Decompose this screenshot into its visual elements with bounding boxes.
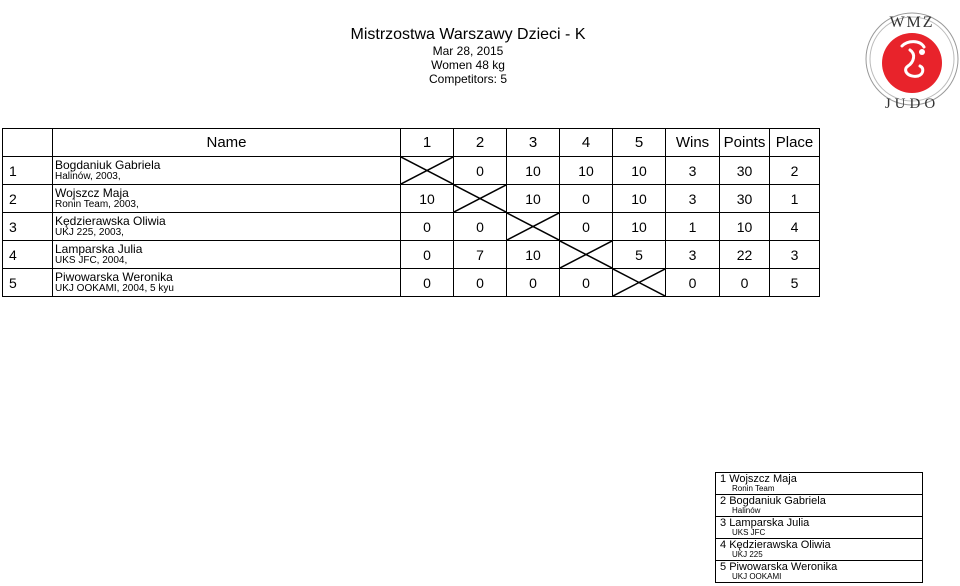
- score-cell: 0: [401, 241, 454, 269]
- place-cell: 1: [770, 185, 820, 213]
- header-opponent-3: 3: [507, 129, 560, 157]
- ranking-name: Wojszcz Maja: [729, 472, 797, 485]
- score-cell: 0: [560, 213, 613, 241]
- points-cell: 22: [720, 241, 770, 269]
- competitor-club: Halinów, 2003,: [55, 170, 121, 182]
- score-cell: 10: [613, 213, 666, 241]
- ranking-name-line: [720, 474, 922, 484]
- competitor-name: Lamparska Julia: [55, 241, 143, 256]
- score-cell: 0: [507, 269, 560, 297]
- competitor-name-cell: [53, 269, 401, 297]
- score-cell: 0: [401, 213, 454, 241]
- competitor-name: Piwowarska Weronika: [55, 269, 173, 284]
- header-opponent-5: 5: [613, 129, 666, 157]
- ranking-entry: [716, 539, 923, 561]
- header-name: Name: [53, 129, 401, 157]
- wmz-judo-logo: [862, 0, 960, 122]
- place-cell: 2: [770, 157, 820, 185]
- ranking-club: Halinów: [732, 505, 761, 515]
- score-cell: 10: [401, 185, 454, 213]
- score-cell: 10: [613, 185, 666, 213]
- header-number: [3, 129, 53, 157]
- ranking-place: 2: [720, 494, 727, 507]
- ranking-row: [716, 517, 923, 539]
- competitor-count: Competitors: 5: [428, 72, 508, 86]
- ranking-name: Bogdaniuk Gabriela: [729, 494, 826, 507]
- self-match-cross: [401, 157, 454, 185]
- score-cell: 0: [401, 269, 454, 297]
- logo-bottom-text: JUDO: [884, 96, 940, 112]
- points-cell: 30: [720, 157, 770, 185]
- ranking-row: [716, 473, 923, 495]
- ranking-name-line: [720, 518, 922, 528]
- header-opponent-2: 2: [454, 129, 507, 157]
- points-cell: 10: [720, 213, 770, 241]
- ranking-name: Piwowarska Weronika: [729, 560, 838, 573]
- logo-top-text: WMZ: [889, 14, 935, 31]
- competitor-name-cell: [53, 157, 401, 185]
- competitor-name-cell: [53, 185, 401, 213]
- ranking-name-line: [720, 496, 922, 506]
- weight-category: Women 48 kg: [431, 58, 505, 72]
- score-cell: 5: [613, 241, 666, 269]
- header-row: [3, 129, 820, 157]
- competitor-row: [3, 241, 820, 269]
- competitor-number: 4: [3, 241, 53, 269]
- ranking-place: 5: [720, 560, 727, 573]
- wins-cell: 3: [666, 241, 720, 269]
- wins-cell: 0: [666, 269, 720, 297]
- competitor-name: Wojszcz Maja: [55, 185, 129, 200]
- self-match-cross: [560, 241, 613, 269]
- wins-cell: 1: [666, 213, 720, 241]
- wins-cell: 3: [666, 185, 720, 213]
- ranking-name-line: [720, 540, 922, 550]
- ranking-name-line: [720, 562, 922, 572]
- tournament-title: Mistrzostwa Warszawy Dzieci - K: [350, 26, 586, 43]
- competitor-number: 2: [3, 185, 53, 213]
- score-cell: 0: [560, 185, 613, 213]
- ranking-club: Ronin Team: [732, 483, 775, 493]
- ranking-entry: [716, 517, 923, 539]
- competitor-row: [3, 185, 820, 213]
- self-match-cross: [507, 213, 560, 241]
- header-opponent-1: 1: [401, 129, 454, 157]
- wins-cell: 3: [666, 157, 720, 185]
- competitor-name: Bogdaniuk Gabriela: [55, 157, 161, 172]
- ranking-row: [716, 561, 923, 583]
- score-cell: 0: [560, 269, 613, 297]
- ranking-name: Lamparska Julia: [729, 516, 810, 529]
- final-ranking-table: [715, 472, 923, 583]
- header-place: Place: [770, 129, 820, 157]
- competitor-club: UKJ 225, 2003,: [55, 226, 124, 238]
- self-match-cross: [454, 185, 507, 213]
- points-cell: 0: [720, 269, 770, 297]
- tournament-date: Mar 28, 2015: [432, 44, 504, 58]
- results-table: [2, 128, 820, 297]
- competitor-name-cell: [53, 241, 401, 269]
- header-points: Points: [720, 129, 770, 157]
- competitor-row: [3, 157, 820, 185]
- score-cell: 10: [507, 241, 560, 269]
- place-cell: 5: [770, 269, 820, 297]
- competitor-club: Ronin Team, 2003,: [55, 198, 139, 210]
- report-header: [250, 26, 686, 86]
- ranking-entry: [716, 473, 923, 495]
- points-cell: 30: [720, 185, 770, 213]
- place-cell: 4: [770, 213, 820, 241]
- ranking-entry: [716, 495, 923, 517]
- header-opponent-4: 4: [560, 129, 613, 157]
- ranking-entry: [716, 561, 923, 583]
- score-cell: 10: [560, 157, 613, 185]
- ranking-club: UKJ OOKAMI: [732, 571, 782, 581]
- header-wins: Wins: [666, 129, 720, 157]
- ranking-club: UKS JFC: [732, 527, 766, 537]
- ranking-row: [716, 539, 923, 561]
- competitor-club: UKJ OOKAMI, 2004, 5 kyu: [55, 282, 174, 294]
- score-cell: 0: [454, 157, 507, 185]
- competitor-name: Kędzierawska Oliwia: [55, 213, 166, 228]
- competitor-number: 5: [3, 269, 53, 297]
- ranking-row: [716, 495, 923, 517]
- competitor-number: 3: [3, 213, 53, 241]
- ranking-place: 4: [720, 538, 727, 551]
- score-cell: 7: [454, 241, 507, 269]
- ranking-place: 1: [720, 472, 727, 485]
- score-cell: 0: [454, 269, 507, 297]
- ranking-place: 3: [720, 516, 727, 529]
- ranking-club: UKJ 225: [732, 549, 763, 559]
- competitor-row: [3, 213, 820, 241]
- score-cell: 0: [454, 213, 507, 241]
- score-cell: 10: [507, 157, 560, 185]
- competitor-number: 1: [3, 157, 53, 185]
- self-match-cross: [613, 269, 666, 297]
- place-cell: 3: [770, 241, 820, 269]
- competitor-row: [3, 269, 820, 297]
- score-cell: 10: [613, 157, 666, 185]
- competitor-club: UKS JFC, 2004,: [55, 254, 128, 266]
- ranking-name: Kędzierawska Oliwia: [729, 538, 831, 551]
- score-cell: 10: [507, 185, 560, 213]
- competitor-name-cell: [53, 213, 401, 241]
